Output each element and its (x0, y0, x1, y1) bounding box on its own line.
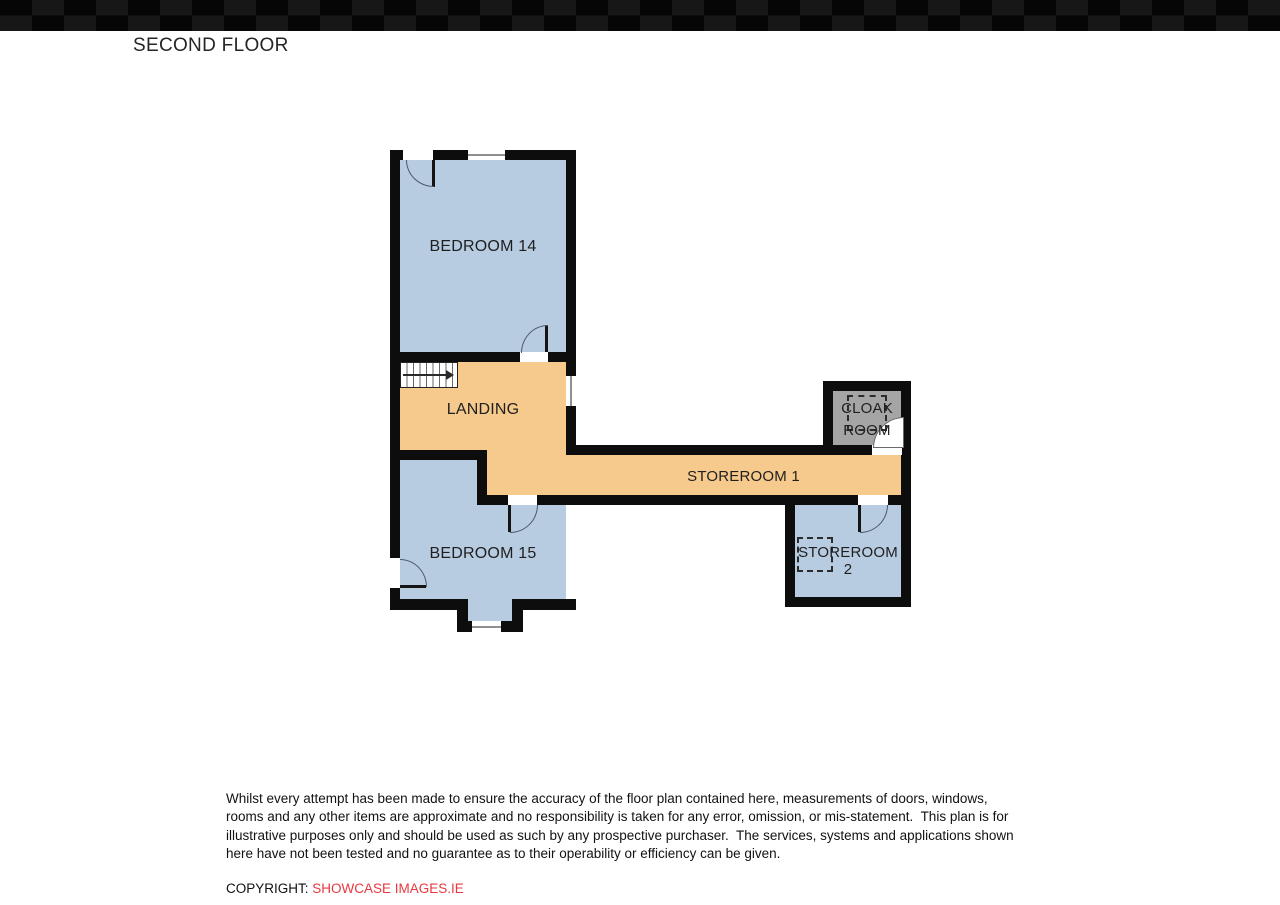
room-label-cloak-room: CLOAK ROOM (841, 400, 893, 439)
copyright-label: COPYRIGHT: (226, 881, 309, 896)
room-bedroom-14 (400, 160, 566, 352)
room-label-landing: LANDING (446, 401, 520, 418)
wall-right-bedroom14 (566, 150, 576, 455)
disclaimer-line-3: illustrative purposes only and should be used as such by any prospective purchaser. The services, systems and applications shown (226, 827, 1014, 843)
room-label-storeroom-2: STOREROOM 2 (798, 544, 898, 578)
stairs-up-arrow-icon (446, 370, 454, 380)
door-opening-bedroom15-top (508, 495, 537, 505)
window-bedroom15-bay-pane (472, 626, 501, 628)
window-landing-pane (570, 376, 572, 406)
window-bedroom14-pane (468, 154, 505, 156)
door-opening-bedroom14-top (403, 150, 433, 160)
page-title: SECOND FLOOR (133, 35, 289, 56)
room-bedroom-15-bay (468, 599, 512, 621)
room-label-bedroom-15: BEDROOM 15 (429, 545, 537, 562)
wall-corridor-bottom (477, 495, 911, 505)
room-label-bedroom-14: BEDROOM 14 (429, 238, 537, 255)
wall-right-outer (901, 445, 911, 607)
room-landing-extension (487, 450, 566, 495)
disclaimer-line-1: Whilst every attempt has been made to ensure the accuracy of the floor plan contained here, measurements of doors, windows, (226, 791, 988, 806)
wall-cloakroom-top (823, 381, 911, 391)
stairs-arrow-shaft (403, 374, 448, 376)
wall-cloakroom-left (823, 381, 833, 455)
copyright-line (226, 881, 464, 896)
disclaimer-text (226, 790, 1014, 864)
disclaimer-line-4: here have not been tested and no guarantee as to their operability or efficiency can be given. (226, 846, 781, 862)
top-border-pattern (0, 0, 1280, 31)
door-opening-bedroom14-bottom (520, 352, 548, 362)
disclaimer-line-2: rooms and any other items are approximate and no responsibility is taken for any error, omission, or mis-statement. This plan is for (226, 809, 1009, 825)
door-opening-storeroom2 (858, 495, 888, 505)
room-label-storeroom-1: STOREROOM 1 (687, 468, 800, 485)
wall-landing-bedroom15 (390, 450, 487, 460)
wall-storeroom2-left (785, 495, 795, 607)
wall-storeroom2-bottom (785, 597, 911, 607)
wall-corridor-top (566, 445, 823, 455)
door-opening-bedroom15-left (390, 558, 400, 588)
wall-left-outer (390, 150, 400, 610)
wall-bedroom14-landing (390, 352, 576, 362)
copyright-owner: SHOWCASE IMAGES.IE (312, 881, 464, 896)
